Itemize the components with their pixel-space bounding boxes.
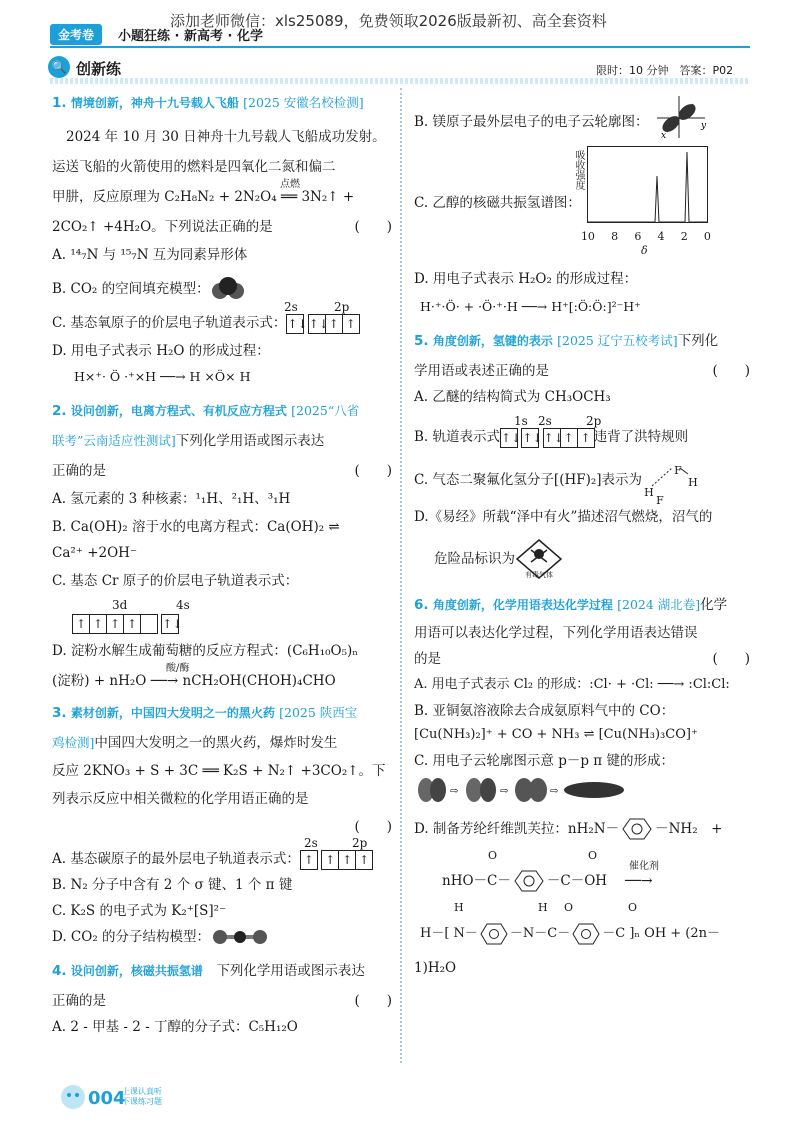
q3-option-a-text: A. 基态碳原子的最外层电子轨道表示式： xyxy=(52,851,300,867)
q1-option-c xyxy=(52,300,392,334)
q1-source: [2025 安徽名校检测] xyxy=(243,95,364,110)
q2-option-d: D. 淀粉水解生成葡萄糖的反应方程式：(C₆H₁₀O₅)ₙ xyxy=(52,643,359,659)
orbital-box: ↑↓ xyxy=(161,614,179,634)
q6-option-b: B. 亚铜氨溶液除去合成氨原料气中的 CO： xyxy=(414,703,675,719)
catalyst-label: 催化剂 xyxy=(629,861,660,872)
orbital-label-2p: 2p xyxy=(352,836,368,850)
q5-stem: 下列化 xyxy=(677,333,719,349)
orbital-box: ↑ xyxy=(106,614,124,634)
q6-d-product: H－[ N－ xyxy=(420,926,478,941)
q5-option-c xyxy=(414,460,750,507)
question-5 xyxy=(414,330,750,580)
q6-option-d-text: D. 制备芳纶纤维凯芙拉：nH₂N－ xyxy=(414,821,620,837)
watermark-text: 添加老师微信：xls25089，免费领取2026版最新初、高全套资料 xyxy=(170,12,607,30)
q1-stem-line xyxy=(52,216,392,238)
orbital-box: ↑ xyxy=(338,850,356,870)
orbital-label-2p: 2p xyxy=(334,300,350,314)
q3-option-a xyxy=(52,836,392,870)
hf-dimer-structure xyxy=(642,460,702,507)
q6-d-product-tail: －C ]ₙ OH + (2n－ xyxy=(602,926,721,941)
page-number: 004 xyxy=(88,1088,126,1109)
section-band xyxy=(50,78,750,84)
right-column xyxy=(414,104,750,979)
q3-stem-line: 反应 2KNO₃ + S + 3C ══ K₂S + N₂↑ +3CO₂↑。下 xyxy=(52,763,386,779)
left-column xyxy=(52,92,392,1038)
atom-h: H xyxy=(688,476,698,489)
q1-option-a: A. ¹⁴₇N 与 ¹⁵₇N 互为同素异形体 xyxy=(52,247,248,263)
q4-stem-end: 正确的是 xyxy=(52,993,106,1009)
q4-option-d: D. 用电子式表示 H₂O₂ 的形成过程： xyxy=(414,271,638,287)
section-meta: 限时：10 分钟 答案：P02 xyxy=(596,64,734,77)
q5-option-b xyxy=(414,414,750,448)
q6-d-arrow: 催化剂 ──→ xyxy=(625,870,653,892)
nmr-y-label: 吸收强度 xyxy=(572,150,584,190)
q5-option-c-text: C. 气态二聚氟化氢分子[(HF)₂]表示为 xyxy=(414,472,643,488)
orbital-box xyxy=(140,614,158,634)
svg-text:⇨: ⇨ xyxy=(500,786,509,797)
orbital-label-2s: 2s xyxy=(284,300,298,314)
mascot-icon xyxy=(58,1082,88,1112)
orbital-box: ↑ xyxy=(355,850,373,870)
orbital-label-3d: 3d xyxy=(112,598,128,612)
orbital-box: ↑↓ xyxy=(543,428,561,448)
q6-stem-end: 的是 xyxy=(414,651,441,667)
nmr-peaks xyxy=(587,152,707,222)
series-title: 小题狂练 · 新高考 · 化学 xyxy=(118,29,263,44)
q4-option-b xyxy=(414,104,750,140)
column-separator xyxy=(400,88,402,1063)
electron-cloud-diagram xyxy=(649,94,709,140)
question-1 xyxy=(52,92,392,388)
q5-option-d-cont xyxy=(414,538,750,580)
svg-text:⇨: ⇨ xyxy=(550,786,559,797)
question-2 xyxy=(52,400,392,692)
q2-option-b: B. Ca(OH)₂ 溶于水的电离方程式：Ca(OH)₂ ⇌ xyxy=(52,519,340,535)
q6-option-a: A. 用电子式表示 Cl₂ 的形成：:Cl· + ·Cl: ──→ :Cl:Cl: xyxy=(414,677,730,692)
orbital-label-2p: 2p xyxy=(586,414,602,428)
q4-option-a: A. 2 - 甲基 - 2 - 丁醇的分子式：C₅H₁₂O xyxy=(52,1019,298,1035)
orbital-label-1s: 1s xyxy=(514,414,528,428)
hf-bonds xyxy=(642,460,702,500)
q4-option-d-formula: H·⁺·Ö· + ·Ö·⁺·H ──→ H⁺[:Ö:Ö:]²⁻H⁺ xyxy=(420,299,641,314)
q3-stem: 中国四大发明之一的黑火药，爆炸时发生 xyxy=(94,735,338,751)
footer-slogan xyxy=(122,1087,162,1107)
q1-stem-line: 2024 年 10 月 30 日神舟十九号载人飞船成功发射。 xyxy=(66,129,386,145)
q2-option-d-cont xyxy=(52,663,392,692)
nmr-tick: 8 xyxy=(611,230,619,243)
orbital-box: ↑ xyxy=(89,614,107,634)
nmr-spectrum xyxy=(572,146,731,257)
atom-h: H xyxy=(538,901,548,914)
orbital-box: ↑↓ xyxy=(308,314,326,334)
q3-stem-line: 列表示反应中相关微粒的化学用语正确的是 xyxy=(52,791,309,807)
orbital-box: ↑ xyxy=(560,428,578,448)
q6-option-c: C. 用电子云轮廓图示意 p－p π 键的形成： xyxy=(414,753,674,769)
q6-option-d-line2 xyxy=(414,845,750,897)
q1-reaction: 甲肼，反应原理为 C₂H₈N₂ + 2N₂O₄ ══ 3N₂↑ + xyxy=(52,189,355,205)
q1-stem-line xyxy=(52,179,392,208)
q5-stem-line: 学用语或表述正确的是 xyxy=(414,363,549,379)
q2-option-d-eq: (淀粉) + nH₂O ──→ nCH₂OH(CHOH)₄CHO xyxy=(52,673,336,689)
q6-stem: 化学 xyxy=(700,597,728,613)
q5-option-b-text: B. 轨道表示式 xyxy=(414,429,501,445)
nmr-plot xyxy=(587,146,715,226)
q3-number: 3. xyxy=(52,705,67,721)
q6-number: 6. xyxy=(414,597,429,613)
atom-o: O xyxy=(588,849,598,862)
question-3 xyxy=(52,702,392,948)
orbital-box: ↑ xyxy=(72,614,90,634)
orbital-box: ↑ xyxy=(342,314,360,334)
q6-source: [2024 湖北卷] xyxy=(617,597,701,612)
q2-option-a: A. 氢元素的 3 种核素：¹₁H、²₁H、³₁H xyxy=(52,491,291,507)
orbital-box: ↑ xyxy=(123,614,141,634)
orbital-label-4s: 4s xyxy=(176,598,190,612)
q5-option-d-text: 危险品标识为 xyxy=(434,551,515,567)
q1-stem-line: 运送飞船的火箭使用的燃料是四氧化二氮和偏二 xyxy=(52,159,336,175)
q6-d-product-mid: －N－C－ xyxy=(509,926,571,941)
orbital-label-2s: 2s xyxy=(538,414,552,428)
question-6 xyxy=(414,594,750,979)
co2-space-filling-model xyxy=(210,276,246,302)
benzene-ring xyxy=(570,923,602,945)
q3-option-b: B. N₂ 分子中含有 2 个 σ 键、1 个 π 键 xyxy=(52,877,293,893)
answer-blank: ( ) xyxy=(712,651,750,667)
q2-stem: 下列化学用语或图示表达 xyxy=(175,433,325,449)
orbital-box: ↑↓ xyxy=(500,428,518,448)
axis-y-label: y xyxy=(700,121,706,131)
q6-option-b-cont: [Cu(NH₃)₂]⁺ + CO + NH₃ ⇌ [Cu(NH₃)₃CO]⁺ xyxy=(414,727,698,742)
nmr-tick: 4 xyxy=(657,230,665,243)
slogan-line: 上课认真听 xyxy=(122,1087,162,1096)
answer-blank: ( ) xyxy=(354,463,392,479)
q5-option-a: A. 乙醚的结构简式为 CH₃OCH₃ xyxy=(414,389,611,405)
q6-option-d xyxy=(414,817,750,841)
q1-stem-end: 2CO₂↑ +4H₂O。下列说法正确的是 xyxy=(52,219,273,235)
q3-option-d xyxy=(52,926,392,948)
orbital-box: ↑↓ xyxy=(521,428,539,448)
magnifier-icon: 🔍 xyxy=(48,56,70,78)
q5-option-d: D.《易经》所载“泽中有火”描述沼气燃烧，沼气的 xyxy=(414,509,713,525)
orbital-box: ↑ xyxy=(300,850,318,870)
atom-h: H xyxy=(454,901,464,914)
q6-tag: 角度创新，化学用语表达化学过程 xyxy=(432,598,613,612)
q5-number: 5. xyxy=(414,333,429,349)
q4-option-b-text: B. 镁原子最外层电子的电子云轮廓图： xyxy=(414,114,649,130)
q1-option-d: D. 用电子式表示 H₂O 的形成过程： xyxy=(52,343,270,359)
p-p-pi-bond-diagram xyxy=(414,776,654,804)
section-title: 创新练 xyxy=(76,60,122,78)
q4-option-c-text: C. 乙醇的核磁共振氢谱图： xyxy=(414,195,581,211)
q2-source-cont: 联考”云南适应性测试] xyxy=(52,433,176,448)
q3-tag: 素材创新，中国四大发明之一的黑火药 xyxy=(70,706,275,720)
q6-d-reactant-tail: －C－OH xyxy=(546,873,608,889)
orbital-box: ↑↓ xyxy=(286,314,304,334)
svg-text:⇨: ⇨ xyxy=(450,786,459,797)
nmr-tick: 0 xyxy=(703,230,711,243)
q3-source: [2025 陕西宝 xyxy=(279,705,358,720)
q5-option-b-tail: 违背了洪特规则 xyxy=(593,429,689,445)
q4-tag: 设问创新，核磁共振氢谱 xyxy=(70,964,203,978)
benzene-ring xyxy=(619,817,655,841)
sign-label: 有毒气体 xyxy=(525,571,553,579)
q2-stem-end: 正确的是 xyxy=(52,463,106,479)
q3-source-cont: 鸡检测] xyxy=(52,735,95,750)
q2-tag: 设问创新，电离方程式、有机反应方程式 xyxy=(70,404,287,418)
answer-blank: ( ) xyxy=(712,363,750,379)
orbital-label-2s: 2s xyxy=(304,836,318,850)
axis-x-label: x xyxy=(660,131,666,140)
atom-h: H xyxy=(644,486,654,499)
q5-source: [2025 辽宁五校考试] xyxy=(557,333,678,348)
atom-o: O xyxy=(628,901,638,914)
toxic-gas-sign xyxy=(515,538,563,580)
header-divider xyxy=(50,46,750,48)
q1-option-c-text: C. 基态氧原子的价层电子轨道表示式： xyxy=(52,315,287,331)
atom-f: F xyxy=(656,494,664,507)
q6-option-d-line3 xyxy=(414,897,750,955)
q1-condition: 点燃 xyxy=(280,179,300,190)
q1-number: 1. xyxy=(52,95,67,111)
answer-blank: ( ) xyxy=(354,993,392,1009)
q4-stem: 下列化学用语或图示表达 xyxy=(216,963,365,979)
q3-option-d-text: D. CO₂ 的分子结构模型： xyxy=(52,929,211,945)
co2-ball-stick-model xyxy=(210,928,270,946)
nmr-tick: 6 xyxy=(634,230,642,243)
q2-number: 2. xyxy=(52,403,67,419)
atom-o: O xyxy=(488,849,498,862)
q2-option-c: C. 基态 Cr 原子的价层电子轨道表示式： xyxy=(52,573,299,589)
question-4 xyxy=(52,960,392,1038)
atom-f: F xyxy=(674,464,682,477)
q4-option-c xyxy=(414,146,750,256)
q2-source: [2025“八省 xyxy=(291,403,360,418)
q6-d-reactant: nHO－C－ xyxy=(442,873,511,889)
q1-option-b-text: B. CO₂ 的空间填充模型： xyxy=(52,281,210,297)
answer-blank: ( ) xyxy=(354,819,392,835)
q2-option-b-cont: Ca²⁺ +2OH⁻ xyxy=(52,545,138,561)
answer-blank: ( ) xyxy=(354,219,392,235)
q1-tag: 情境创新，神舟十九号载人飞船 xyxy=(70,96,239,110)
q1-option-d-formula: H×⁺· Ö ·⁺×H ──→ H ×Ö× H xyxy=(74,369,251,384)
orbital-box: ↑ xyxy=(325,314,343,334)
nmr-tick: 10 xyxy=(580,230,595,243)
q6-option-d-line4: 1)H₂O xyxy=(414,960,457,976)
orbital-box: ↑ xyxy=(577,428,595,448)
q6-option-d-tail: －NH₂ + xyxy=(655,821,723,837)
q6-stem-line: 用语可以表达化学过程，下列化学用语表达错误 xyxy=(414,625,698,641)
q2-orbital-diagram xyxy=(52,594,392,632)
atom-o: O xyxy=(564,901,574,914)
q4-number: 4. xyxy=(52,963,67,979)
q3-option-c: C. K₂S 的电子式为 K₂⁺[S]²⁻ xyxy=(52,903,227,919)
benzene-ring xyxy=(478,923,510,945)
nmr-x-label: δ xyxy=(640,244,648,257)
orbital-box: ↑ xyxy=(321,850,339,870)
series-badge: 金考卷 xyxy=(50,24,102,45)
q2-condition: 酸/酶 xyxy=(166,663,190,674)
benzene-ring xyxy=(511,869,547,893)
q5-tag: 角度创新，氢键的表示 xyxy=(432,334,553,348)
slogan-line: 下课练习题 xyxy=(122,1097,162,1106)
nmr-tick: 2 xyxy=(680,230,688,243)
